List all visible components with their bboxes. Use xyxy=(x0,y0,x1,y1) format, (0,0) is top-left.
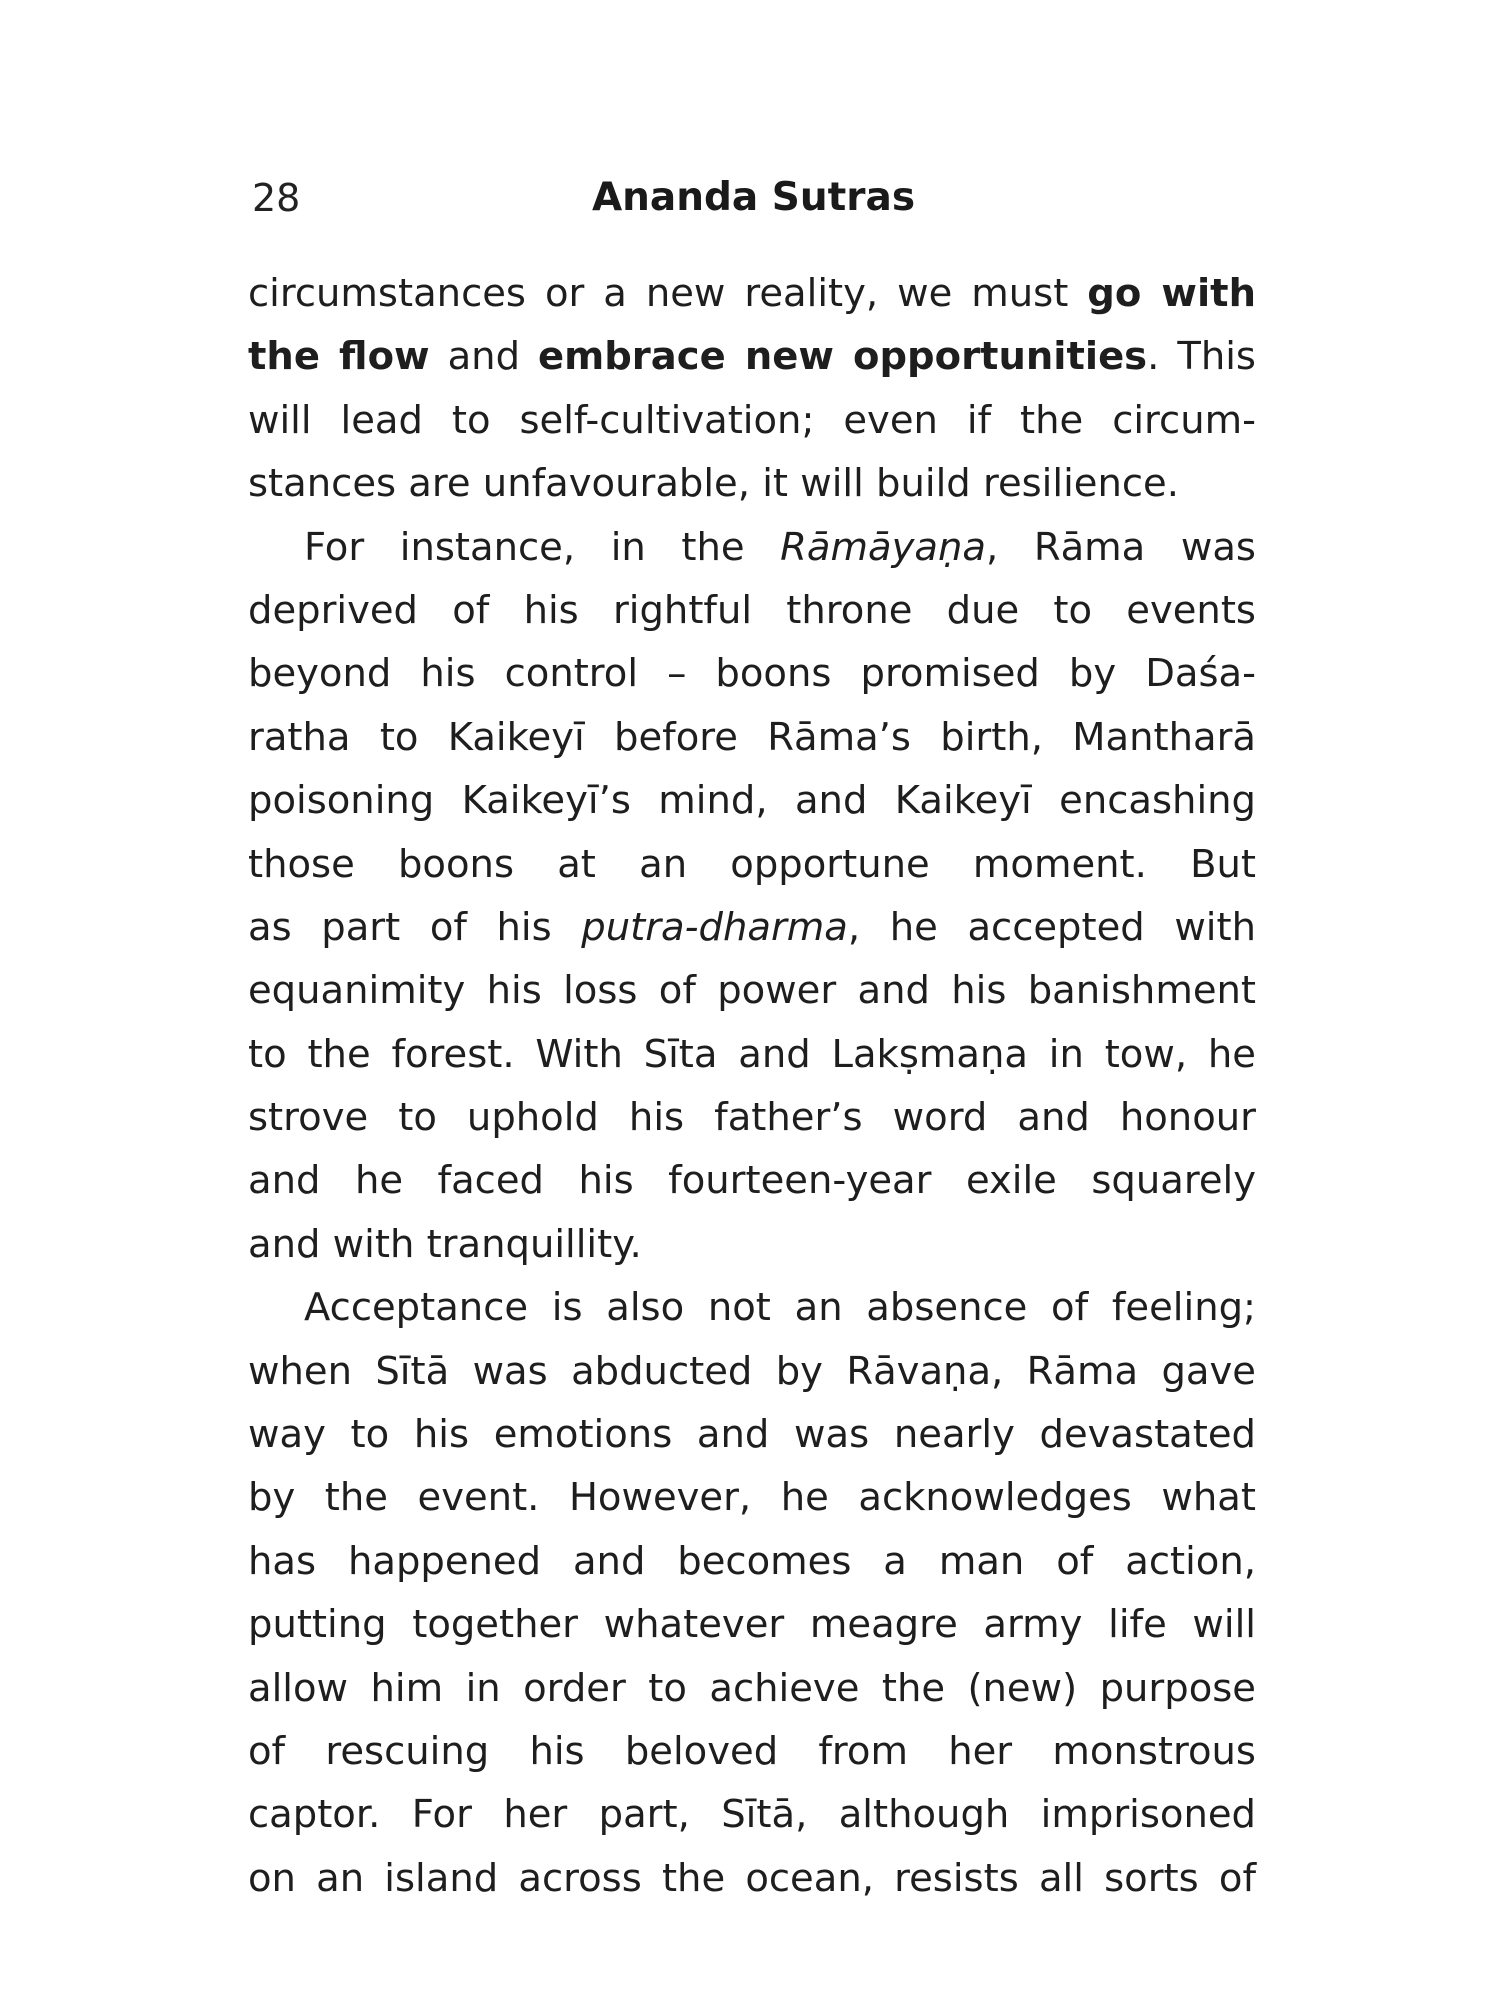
text-segment: poisoning Kaikeyī’s mind, and Kaikeyī encashing xyxy=(248,778,1256,824)
text-segment: ratha to Kaikeyī before Rāma’s birth, Mantharā xyxy=(248,714,1256,760)
text-line xyxy=(248,1657,1256,1720)
text-line xyxy=(248,325,1256,388)
text-segment: as part of his xyxy=(248,904,582,950)
text-line xyxy=(248,1847,1256,1910)
running-head xyxy=(252,168,1255,228)
text-line xyxy=(248,959,1256,1022)
text-segment: will lead to self-cultivation; even if the circum- xyxy=(248,397,1256,443)
italic-term: Rāmāyaṇa xyxy=(780,524,986,570)
text-line xyxy=(248,1340,1256,1403)
text-segment: has happened and becomes a man of action, xyxy=(248,1538,1256,1584)
bold-phrase: the flow xyxy=(248,334,430,380)
text-segment: by the event. However, he acknowledges what xyxy=(248,1475,1256,1521)
text-segment: and xyxy=(429,334,538,380)
text-line xyxy=(248,389,1256,452)
text-line xyxy=(248,833,1256,896)
text-line xyxy=(248,1530,1256,1593)
text-line xyxy=(248,1403,1256,1466)
text-segment: , Rāma was xyxy=(985,524,1256,570)
text-segment: equanimity his loss of power and his banishment xyxy=(248,968,1256,1014)
text-segment: and with tranquillity. xyxy=(248,1221,642,1267)
italic-term: putra-dharma xyxy=(581,904,848,950)
text-line xyxy=(248,1593,1256,1656)
body-text xyxy=(248,262,1256,1910)
text-segment: beyond his control – boons promised by Daśa- xyxy=(248,651,1256,697)
text-line xyxy=(248,452,1256,515)
text-segment: stances are unfavourable, it will build resilience. xyxy=(248,461,1179,507)
text-segment: For instance, in the xyxy=(304,524,781,570)
text-line xyxy=(248,1783,1256,1846)
text-segment: Acceptance is also not an absence of feeling; xyxy=(304,1285,1256,1331)
text-line xyxy=(248,1086,1256,1149)
text-line xyxy=(248,1276,1256,1339)
text-line xyxy=(248,642,1256,705)
text-segment: to the forest. With Sīta and Lakṣmaṇa in tow, he xyxy=(248,1031,1256,1077)
text-segment: and he faced his fourteen-year exile squarely xyxy=(248,1158,1256,1204)
text-line xyxy=(248,1720,1256,1783)
text-segment: . This xyxy=(1147,334,1256,380)
text-line xyxy=(248,1149,1256,1212)
text-segment: strove to uphold his father’s word and honour xyxy=(248,1095,1256,1141)
text-line xyxy=(248,1213,1256,1276)
text-segment: putting together whatever meagre army life will xyxy=(248,1602,1256,1648)
text-line xyxy=(248,769,1256,832)
text-segment: deprived of his rightful throne due to events xyxy=(248,587,1256,633)
book-title: Ananda Sutras xyxy=(591,175,916,220)
text-segment: way to his emotions and was nearly devastated xyxy=(248,1412,1256,1458)
text-segment: those boons at an opportune moment. But xyxy=(248,841,1256,887)
text-line xyxy=(248,706,1256,769)
text-segment: circumstances or a new reality, we must xyxy=(248,271,1088,316)
text-segment: on an island across the ocean, resists all sorts of xyxy=(248,1855,1256,1901)
text-line xyxy=(248,516,1256,579)
text-line xyxy=(248,1023,1256,1086)
text-segment: captor. For her part, Sītā, although imprisoned xyxy=(248,1792,1256,1838)
page-number: 28 xyxy=(252,176,301,220)
text-line xyxy=(248,1466,1256,1529)
text-segment: when Sītā was abducted by Rāvaṇa, Rāma gave xyxy=(248,1348,1256,1394)
text-segment: allow him in order to achieve the (new) purpose xyxy=(248,1665,1256,1711)
bold-phrase: embrace new opportunities xyxy=(538,334,1148,380)
text-line xyxy=(248,579,1256,642)
text-line xyxy=(248,262,1256,325)
text-line xyxy=(248,896,1256,959)
text-segment: , he accepted with xyxy=(847,904,1256,950)
text-segment: of rescuing his beloved from her monstrous xyxy=(248,1728,1256,1774)
bold-phrase: go with xyxy=(1087,271,1256,316)
